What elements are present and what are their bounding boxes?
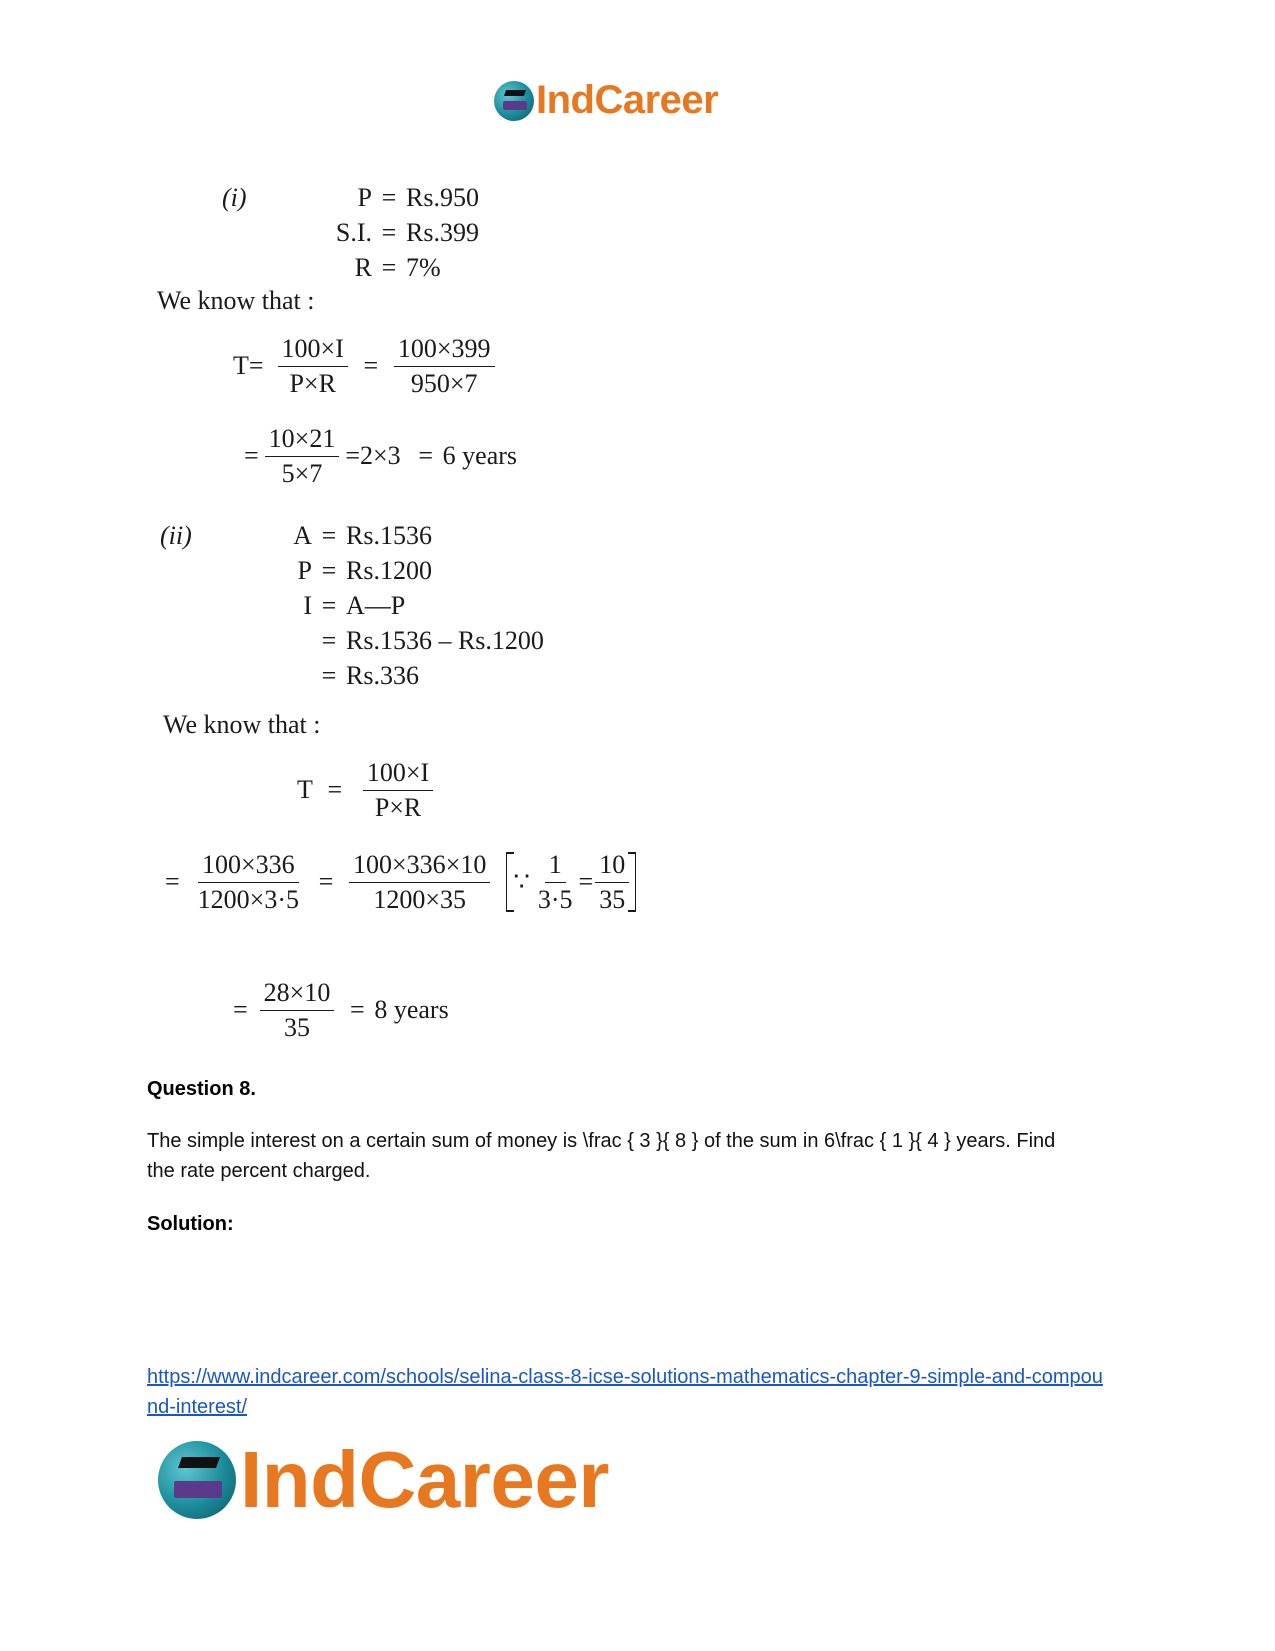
fraction: [265, 424, 340, 489]
fraction: [394, 334, 495, 399]
part-i-we-know: We know that :: [157, 286, 315, 315]
equals-sign: =: [318, 867, 334, 897]
equals-sign: =: [321, 625, 337, 655]
given-row: [300, 215, 479, 250]
given-row: [260, 658, 544, 693]
fraction-denominator: 5×7: [281, 458, 323, 488]
fraction-denominator: 1200×3·5: [197, 884, 299, 914]
result-text: 8 years: [374, 995, 449, 1025]
part-i-given: [300, 180, 479, 285]
given-row: [300, 250, 479, 285]
question-text: The simple interest on a certain sum of money is \frac { 3 }{ 8 } of the sum in 6\frac { 1 }{ 4 } years. Find the rate percent charged.: [147, 1130, 1056, 1182]
part-ii-we-know: We know that :: [163, 710, 321, 739]
part-i-label: (i): [222, 183, 247, 212]
fraction-numerator: 10: [595, 850, 629, 883]
given-row: [260, 588, 544, 623]
question-title: Question 8.: [147, 1078, 256, 1100]
given-rhs: Rs.950: [406, 182, 479, 212]
equals-sign: =: [381, 217, 397, 247]
equals-sign: =: [321, 590, 337, 620]
footer-logo-text: IndCareer: [240, 1435, 609, 1524]
part-i-formula: [233, 334, 501, 399]
fraction-numerator: 100×336×10: [349, 850, 490, 883]
given-lhs: R: [354, 252, 372, 282]
part-ii-label: (ii): [160, 521, 192, 550]
equals-sign: =: [165, 867, 180, 897]
given-rhs: Rs.1200: [346, 555, 432, 585]
part-ii-formula: [297, 758, 439, 823]
given-rhs: A—P: [346, 590, 406, 620]
solution-label: Solution:: [147, 1213, 234, 1235]
fraction-denominator: 1200×35: [373, 884, 466, 914]
fraction-denominator: 35: [599, 884, 626, 914]
given-rhs: Rs.1536: [346, 520, 432, 550]
fraction: [278, 334, 348, 399]
fraction-numerator: 28×10: [260, 978, 335, 1011]
equals-sign: =: [350, 995, 365, 1025]
given-rhs: 7%: [406, 252, 441, 282]
header-logo: [494, 78, 718, 123]
fraction-denominator: P×R: [374, 792, 422, 822]
result-text: 6 years: [442, 441, 518, 471]
equals-sign: =: [244, 441, 259, 471]
fraction-numerator: 100×I: [363, 758, 433, 791]
given-row: [260, 518, 544, 553]
fraction: [363, 758, 433, 823]
part-ii-result: [233, 978, 449, 1043]
given-rhs: Rs.336: [346, 660, 419, 690]
given-row: [260, 623, 544, 658]
equals-sign: =: [327, 775, 343, 805]
equals-sign: =: [578, 867, 594, 897]
part-ii-calculation: [165, 850, 636, 915]
equals-sign: =: [321, 555, 337, 585]
equals-sign: =: [381, 252, 397, 282]
because-symbol: ∵: [513, 867, 530, 897]
fraction-numerator: 10×21: [265, 424, 340, 457]
equals-sign: =: [233, 995, 248, 1025]
given-row: [300, 180, 479, 215]
part-i-result: [244, 424, 517, 489]
equals-sign: =: [363, 351, 379, 381]
step-text: =2×3: [345, 441, 401, 471]
equals-sign: =: [321, 660, 337, 690]
given-lhs: P: [357, 182, 372, 212]
indcareer-globe-icon: [158, 1441, 236, 1519]
fraction: [260, 978, 335, 1043]
because-bracket: [506, 852, 636, 912]
equals-sign: =: [381, 182, 397, 212]
source-link[interactable]: https://www.indcareer.com/schools/selina-class-8-icse-solutions-mathematics-chapter-9-simple-and-compound-interest/: [147, 1366, 1103, 1418]
fraction-numerator: 100×336: [198, 850, 299, 883]
fraction-numerator: 100×399: [394, 334, 495, 367]
fraction-denominator: 950×7: [410, 368, 478, 398]
t-lhs: T: [297, 775, 313, 805]
fraction-numerator: 100×I: [278, 334, 348, 367]
given-rhs: Rs.399: [406, 217, 479, 247]
fraction-denominator: 35: [284, 1012, 310, 1042]
fraction-denominator: P×R: [289, 368, 336, 398]
given-lhs: P: [297, 555, 312, 585]
fraction: [595, 850, 629, 915]
indcareer-globe-icon: [494, 81, 534, 121]
given-rhs: Rs.1536 – Rs.1200: [346, 625, 544, 655]
fraction: [534, 850, 577, 915]
given-lhs: S.I.: [335, 217, 372, 247]
given-lhs: I: [303, 590, 312, 620]
fraction: [194, 850, 303, 915]
part-ii-given: [260, 518, 544, 693]
equals-sign: =: [418, 441, 433, 471]
equals-sign: =: [321, 520, 337, 550]
fraction-numerator: 1: [545, 850, 566, 883]
given-row: [260, 553, 544, 588]
footer-logo: [158, 1435, 609, 1524]
fraction: [349, 850, 490, 915]
given-lhs: A: [293, 520, 312, 550]
fraction-denominator: 3·5: [537, 884, 573, 914]
t-lhs: T=: [233, 351, 264, 381]
header-logo-text: IndCareer: [536, 78, 719, 122]
